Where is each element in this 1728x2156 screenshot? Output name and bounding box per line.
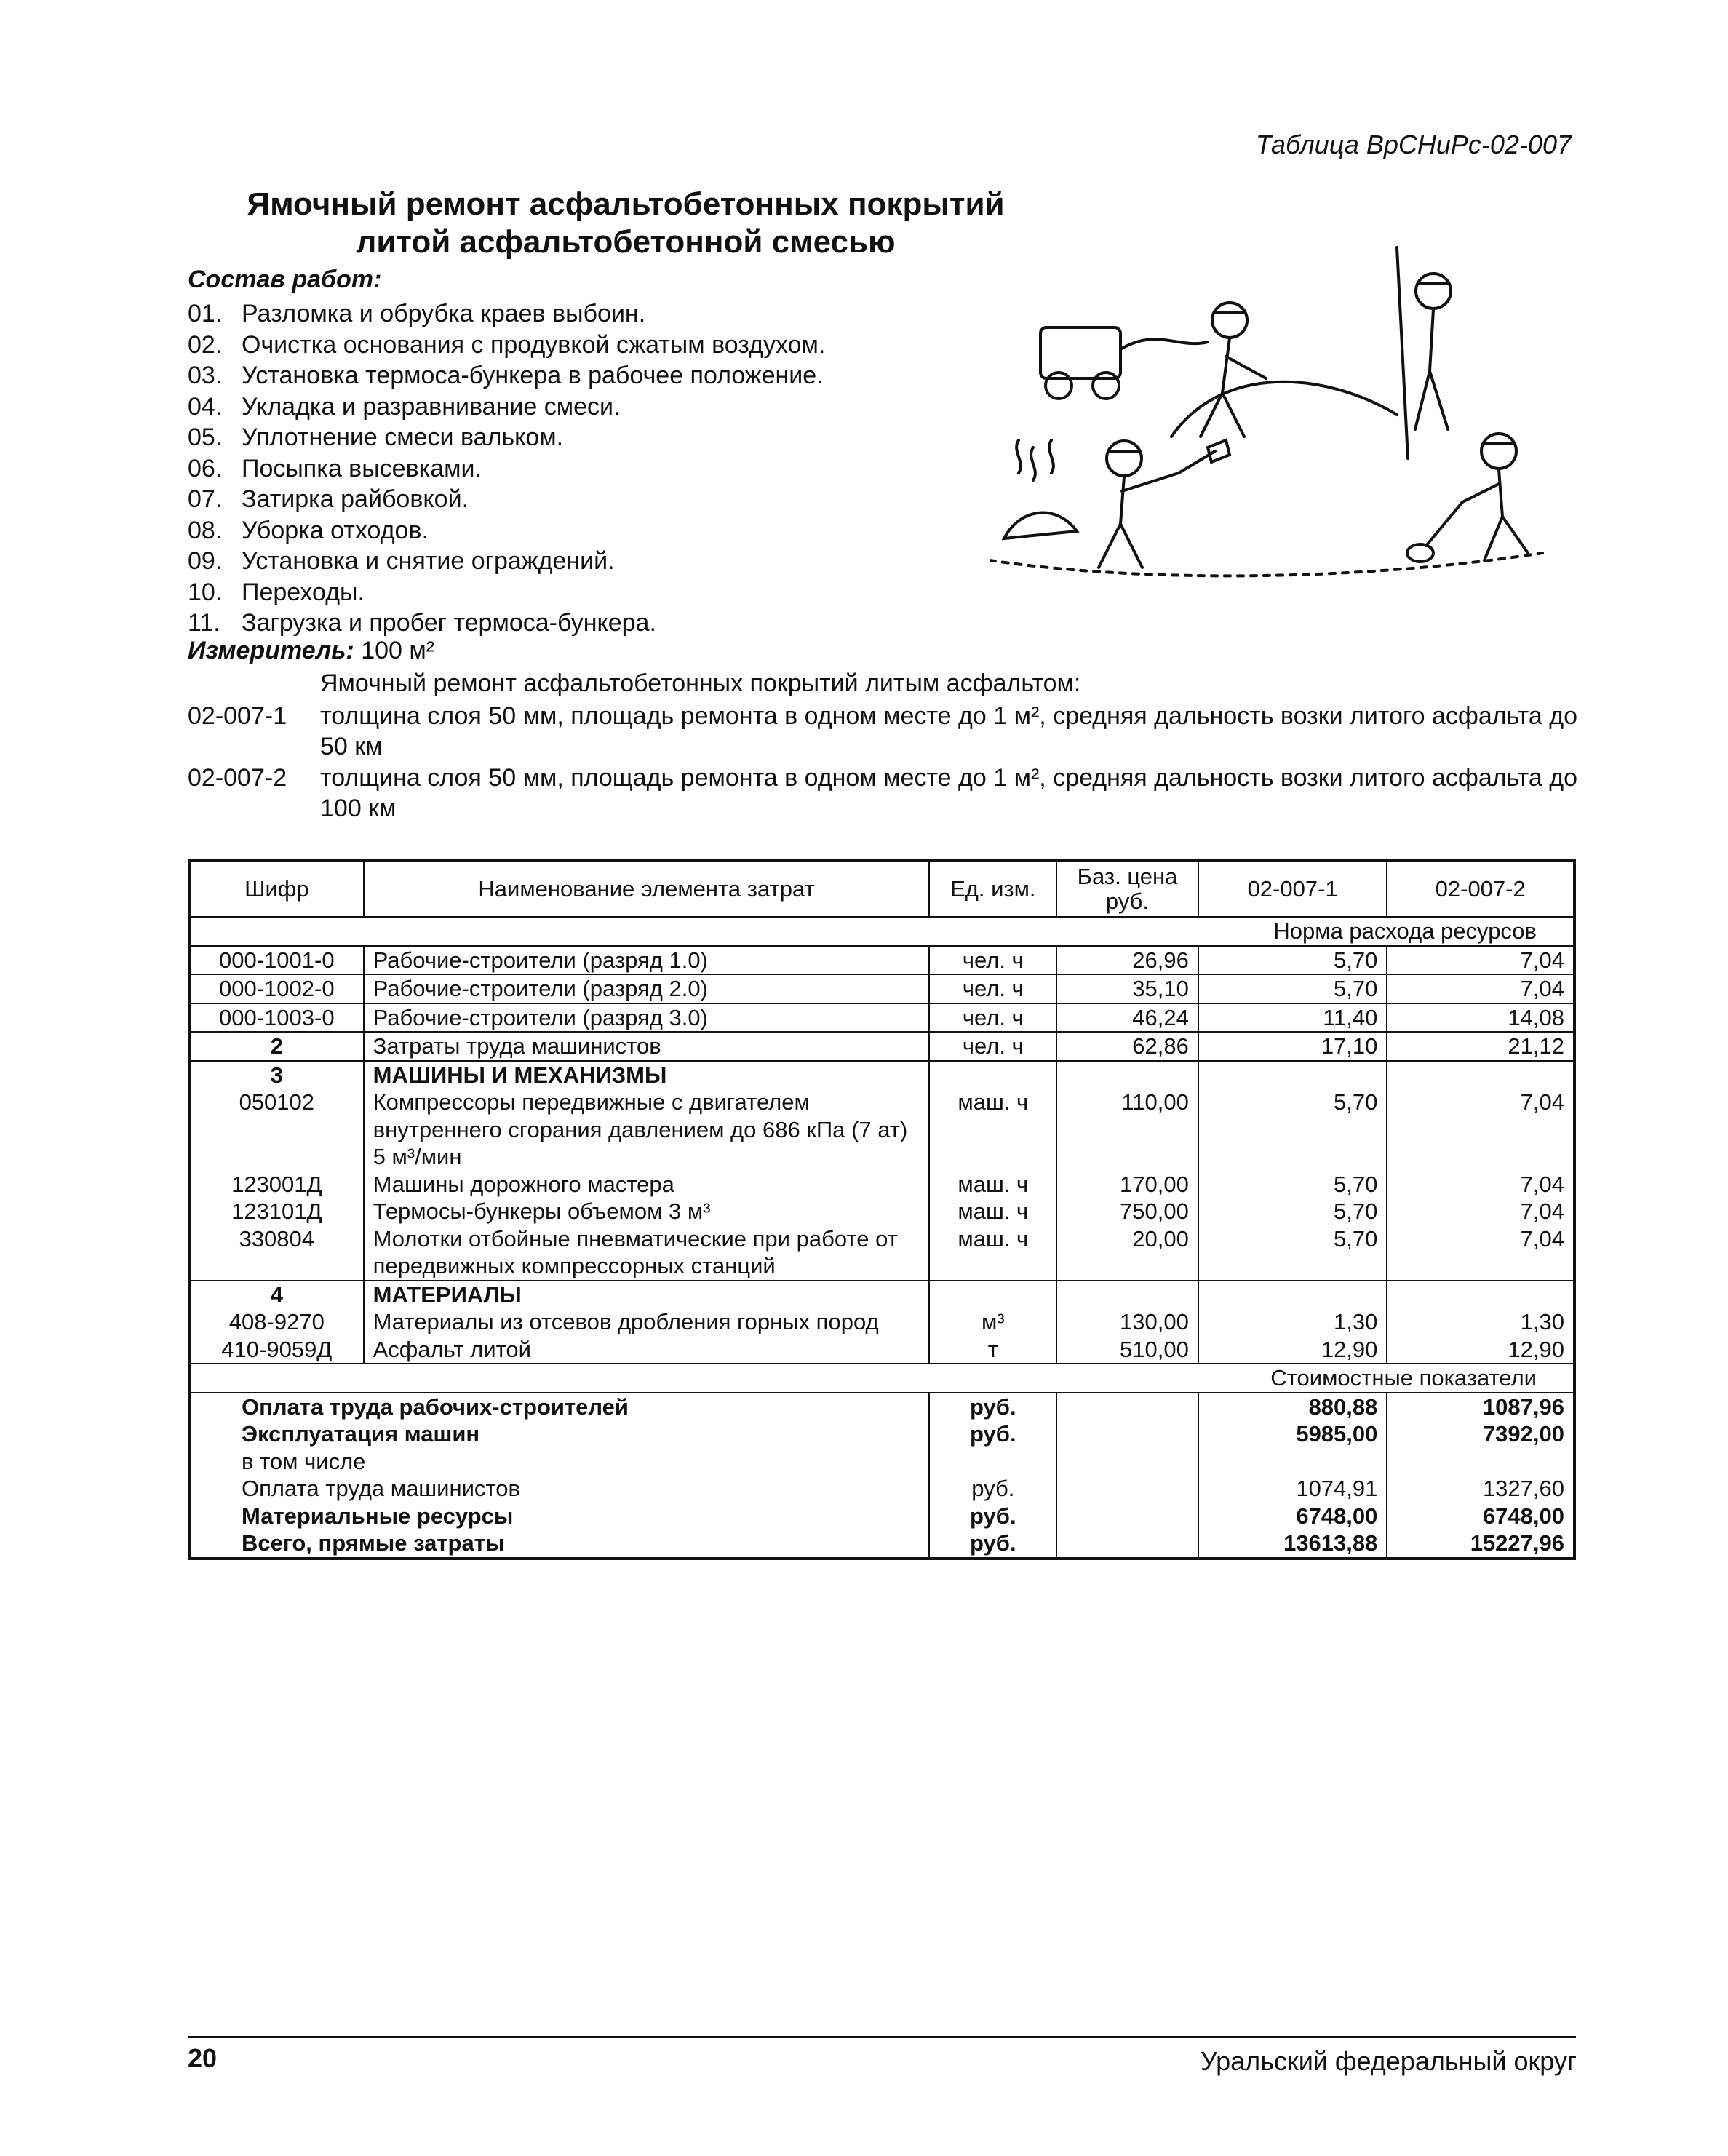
cell-price: 170,00 [1056, 1171, 1198, 1198]
cost-row [189, 1393, 1574, 1421]
cell-cost-name: Эксплуатация машин [242, 1421, 480, 1447]
works-item-number: 06. [188, 454, 223, 482]
works-item [188, 546, 825, 577]
norm-label-row [189, 917, 1574, 946]
cell-code: 4 [189, 1281, 364, 1309]
cell-unit: маш. ч [929, 1198, 1056, 1225]
cell-variant-1: 5,70 [1198, 1171, 1387, 1198]
table-row [189, 1003, 1574, 1033]
cell-price [1056, 1448, 1198, 1476]
cell-variant-2 [1387, 1061, 1574, 1089]
cell-unit: чел. ч [929, 974, 1056, 1003]
cell-price: 26,96 [1056, 946, 1198, 975]
cell-cost-name: Всего, прямые затраты [242, 1530, 505, 1556]
variant-code: 02-007-1 [188, 702, 287, 730]
cell-variant-2: 1,30 [1387, 1308, 1574, 1336]
variant-code: 02-007-2 [188, 764, 287, 792]
works-item-text: Разломка и обрубка краев выбоин. [242, 300, 646, 327]
cell-unit: т [929, 1336, 1056, 1364]
cell-variant-2: 7,04 [1387, 1198, 1574, 1225]
variant-text: толщина слоя 50 мм, площадь ремонта в одном месте до 1 м², средняя дальность возки литого асфальта до 50 км [320, 702, 1577, 760]
cell-variant-1: 5,70 [1198, 946, 1387, 975]
variant-2 [188, 763, 1577, 824]
cell-name: Компрессоры передвижные с двигателем внутреннего сгорания давлением до 686 кПа (7 ат) 5 м³/мин [364, 1089, 930, 1171]
cell-code: 050102 [239, 1089, 315, 1115]
cell-code: 123101Д [231, 1198, 322, 1224]
cell-unit [929, 1448, 1056, 1476]
works-item [188, 391, 825, 423]
cell-code: 410-9059Д [221, 1336, 333, 1362]
works-item [188, 608, 825, 639]
table-header-row [189, 860, 1574, 917]
measure-value: 100 м² [361, 637, 435, 664]
section-label-cell: Стоимостные показатели [189, 1364, 1574, 1393]
variant-text: толщина слоя 50 мм, площадь ремонта в одном месте до 1 м², средняя дальность возки литого асфальта до 100 км [320, 764, 1577, 822]
cell-code: 408-9270 [228, 1309, 325, 1334]
cell-price: 62,86 [1056, 1032, 1198, 1061]
works-item-number: 07. [188, 485, 223, 513]
table-row [189, 974, 1574, 1003]
cell-variant-2 [1387, 1281, 1574, 1309]
table-row [189, 1032, 1574, 1061]
cell-price [1056, 1393, 1198, 1421]
cell-variant-1: 13613,88 [1198, 1530, 1387, 1559]
cell-price: 46,24 [1056, 1003, 1198, 1033]
cell-variant-2: 7,04 [1387, 1171, 1574, 1198]
cell-price [1056, 1281, 1198, 1309]
header-price: Баз. цена руб. [1056, 860, 1198, 917]
measure [188, 637, 434, 665]
compressor-sketch [1040, 327, 1120, 378]
variant-1 [188, 701, 1577, 762]
resource-table [188, 859, 1576, 1560]
cell-variant-2: 15227,96 [1387, 1530, 1574, 1559]
cell-variant-2: 14,08 [1387, 1003, 1574, 1033]
table-body [189, 917, 1574, 1559]
cell-variant-1: 11,40 [1198, 1003, 1387, 1033]
cell-variant-2: 1327,60 [1387, 1475, 1574, 1503]
cell-code: 123001Д [231, 1171, 322, 1197]
cost-row [189, 1448, 1574, 1476]
cell-price [1056, 1530, 1198, 1559]
table-row [189, 1089, 1574, 1171]
cell-unit: маш. ч [929, 1225, 1056, 1281]
works-item [188, 422, 825, 453]
cell-unit [929, 1061, 1056, 1089]
cell-unit: руб. [929, 1503, 1056, 1530]
cell-variant-2: 21,12 [1387, 1032, 1574, 1061]
cell-code: 330804 [239, 1225, 315, 1252]
cell-name: Затраты труда машинистов [364, 1032, 930, 1061]
works-item-number: 01. [188, 300, 223, 327]
cell-name: Термосы-бункеры объемом 3 м³ [364, 1198, 930, 1225]
cell-variant-1: 1,30 [1198, 1308, 1387, 1336]
header-code: Шифр [189, 860, 364, 917]
cell-variant-1: 5985,00 [1198, 1420, 1387, 1448]
cell-variant-1 [1198, 1448, 1387, 1476]
machines-group-row [189, 1061, 1574, 1089]
cell-variant-1: 5,70 [1198, 1089, 1387, 1171]
cell-variant-1: 6748,00 [1198, 1503, 1387, 1530]
cell-name: Молотки отбойные пневматические при работе от передвижных компрессорных станций [364, 1225, 930, 1281]
description-heading: Ямочный ремонт асфальтобетонных покрытий литым асфальтом: [320, 669, 1081, 697]
cell-price [1056, 1420, 1198, 1448]
cell-cost-name: Оплата труда машинистов [242, 1476, 520, 1501]
works-item-number: 09. [188, 547, 223, 575]
works-item [188, 453, 825, 485]
cell-variant-2 [1387, 1448, 1574, 1476]
page-number: 20 [188, 2043, 218, 2073]
title-line-1: Ямочный ремонт асфальтобетонных покрытий [247, 186, 1005, 222]
cost-row [189, 1475, 1574, 1503]
cost-label-row [189, 1364, 1574, 1393]
works-item-number: 11. [188, 609, 220, 637]
cell-unit: чел. ч [929, 1003, 1056, 1033]
page-title [189, 186, 1062, 261]
road-workers-illustration [990, 240, 1572, 589]
cell-variant-2: 12,90 [1387, 1336, 1574, 1364]
table-row [189, 1336, 1574, 1364]
table-row [189, 946, 1574, 975]
cell-variant-1: 5,70 [1198, 1198, 1387, 1225]
cell-variant-1 [1198, 1061, 1387, 1089]
works-item [188, 515, 825, 546]
cell-variant-1: 1074,91 [1198, 1475, 1387, 1503]
cell-name: МАТЕРИАЛЫ [364, 1281, 930, 1309]
works-item-text: Переходы. [242, 578, 365, 606]
cell-price: 130,00 [1056, 1308, 1198, 1336]
cell-cost-name: Материальные ресурсы [242, 1503, 514, 1529]
works-item-text: Уборка отходов. [242, 516, 429, 544]
cell-name: Асфальт литой [364, 1336, 930, 1364]
cell-variant-1: 5,70 [1198, 974, 1387, 1003]
cell-variant-2: 1087,96 [1387, 1393, 1574, 1421]
cell-unit: чел. ч [929, 946, 1056, 975]
works-item-text: Уплотнение смеси вальком. [242, 423, 564, 451]
cell-variant-2: 7,04 [1387, 1089, 1574, 1171]
cell-code: 000-1001-0 [189, 946, 364, 975]
section-label-cell: Норма расхода ресурсов [189, 917, 1574, 946]
works-item [188, 330, 825, 361]
cell-unit: руб. [929, 1393, 1056, 1421]
works-item-text: Установка термоса-бункера в рабочее положение. [242, 362, 824, 389]
works-item-number: 02. [188, 330, 223, 359]
cell-code: 3 [189, 1061, 364, 1089]
cell-cost-name: в том числе [242, 1448, 366, 1474]
cell-variant-2: 7,04 [1387, 1225, 1574, 1281]
cost-row [189, 1503, 1574, 1530]
cell-unit: м³ [929, 1308, 1056, 1336]
cell-variant-1: 880,88 [1198, 1393, 1387, 1421]
cell-name: Рабочие-строители (разряд 2.0) [364, 974, 930, 1003]
cell-code: 000-1003-0 [189, 1003, 364, 1033]
materials-group-row [189, 1281, 1574, 1309]
works-item-number: 04. [188, 392, 223, 421]
cell-name: Машины дорожного мастера [364, 1171, 930, 1198]
cost-row [189, 1420, 1574, 1448]
cost-row [189, 1530, 1574, 1559]
works-label: Состав работ: [188, 266, 382, 293]
works-item-number: 08. [188, 516, 223, 544]
table-row [189, 1198, 1574, 1225]
cell-variant-1: 17,10 [1198, 1032, 1387, 1061]
cell-cost-name: Оплата труда рабочих-строителей [189, 1393, 929, 1421]
cell-price: 750,00 [1056, 1198, 1198, 1225]
cell-code: 000-1002-0 [189, 974, 364, 1003]
footer-divider [188, 2036, 1576, 2038]
cell-unit: руб. [929, 1475, 1056, 1503]
cell-price [1056, 1503, 1198, 1530]
cell-variant-2: 6748,00 [1387, 1503, 1574, 1530]
works-item-text: Затирка райбовкой. [242, 485, 469, 513]
works-item-number: 10. [188, 578, 223, 606]
works-item-text: Посыпка высевками. [242, 454, 482, 482]
works-item [188, 360, 825, 391]
cell-unit [929, 1281, 1056, 1309]
works-item-number: 03. [188, 362, 223, 389]
cell-name: МАШИНЫ И МЕХАНИЗМЫ [364, 1061, 930, 1089]
cell-variant-1 [1198, 1281, 1387, 1309]
measure-label: Измеритель: [188, 637, 354, 664]
cell-code: 2 [189, 1032, 364, 1061]
table-row [189, 1171, 1574, 1198]
header-variant-1: 02-007-1 [1198, 860, 1387, 917]
region-name: Уральский федеральный округ [1200, 2046, 1577, 2076]
works-item-text: Укладка и разравнивание смеси. [242, 392, 621, 421]
title-line-2: литой асфальтобетонной смесью [356, 224, 896, 260]
works-item-text: Установка и снятие ограждений. [242, 547, 615, 575]
cell-price: 20,00 [1056, 1225, 1198, 1281]
cell-price: 510,00 [1056, 1336, 1198, 1364]
cell-variant-2: 7,04 [1387, 946, 1574, 975]
cell-unit: руб. [929, 1530, 1056, 1559]
cell-price [1056, 1475, 1198, 1503]
header-variant-2: 02-007-2 [1387, 860, 1574, 917]
works-item-text: Очистка основания с продувкой сжатым воздухом. [242, 330, 826, 359]
cell-variant-2: 7392,00 [1387, 1420, 1574, 1448]
table-row [189, 1308, 1574, 1336]
cell-variant-1: 5,70 [1198, 1225, 1387, 1281]
works-list [188, 298, 825, 639]
cell-unit: чел. ч [929, 1032, 1056, 1061]
cell-unit: руб. [929, 1420, 1056, 1448]
cell-unit: маш. ч [929, 1089, 1056, 1171]
cell-variant-2: 7,04 [1387, 974, 1574, 1003]
works-item [188, 484, 825, 515]
works-item-text: Загрузка и пробег термоса-бункера. [242, 609, 656, 637]
works-item [188, 298, 825, 330]
table-row [189, 1225, 1574, 1281]
cell-price: 110,00 [1056, 1089, 1198, 1171]
cell-unit: маш. ч [929, 1171, 1056, 1198]
table-reference: Таблица ВрСНиРс-02-007 [1255, 130, 1572, 159]
cell-name: Материалы из отсевов дробления горных пород [364, 1308, 930, 1336]
header-name: Наименование элемента затрат [364, 860, 930, 917]
cell-variant-1: 12,90 [1198, 1336, 1387, 1364]
works-item-number: 05. [188, 423, 223, 451]
works-item [188, 577, 825, 608]
cell-price: 35,10 [1056, 974, 1198, 1003]
cell-name: Рабочие-строители (разряд 1.0) [364, 946, 930, 975]
header-unit: Ед. изм. [929, 860, 1056, 917]
cell-name: Рабочие-строители (разряд 3.0) [364, 1003, 930, 1033]
cell-price [1056, 1061, 1198, 1089]
